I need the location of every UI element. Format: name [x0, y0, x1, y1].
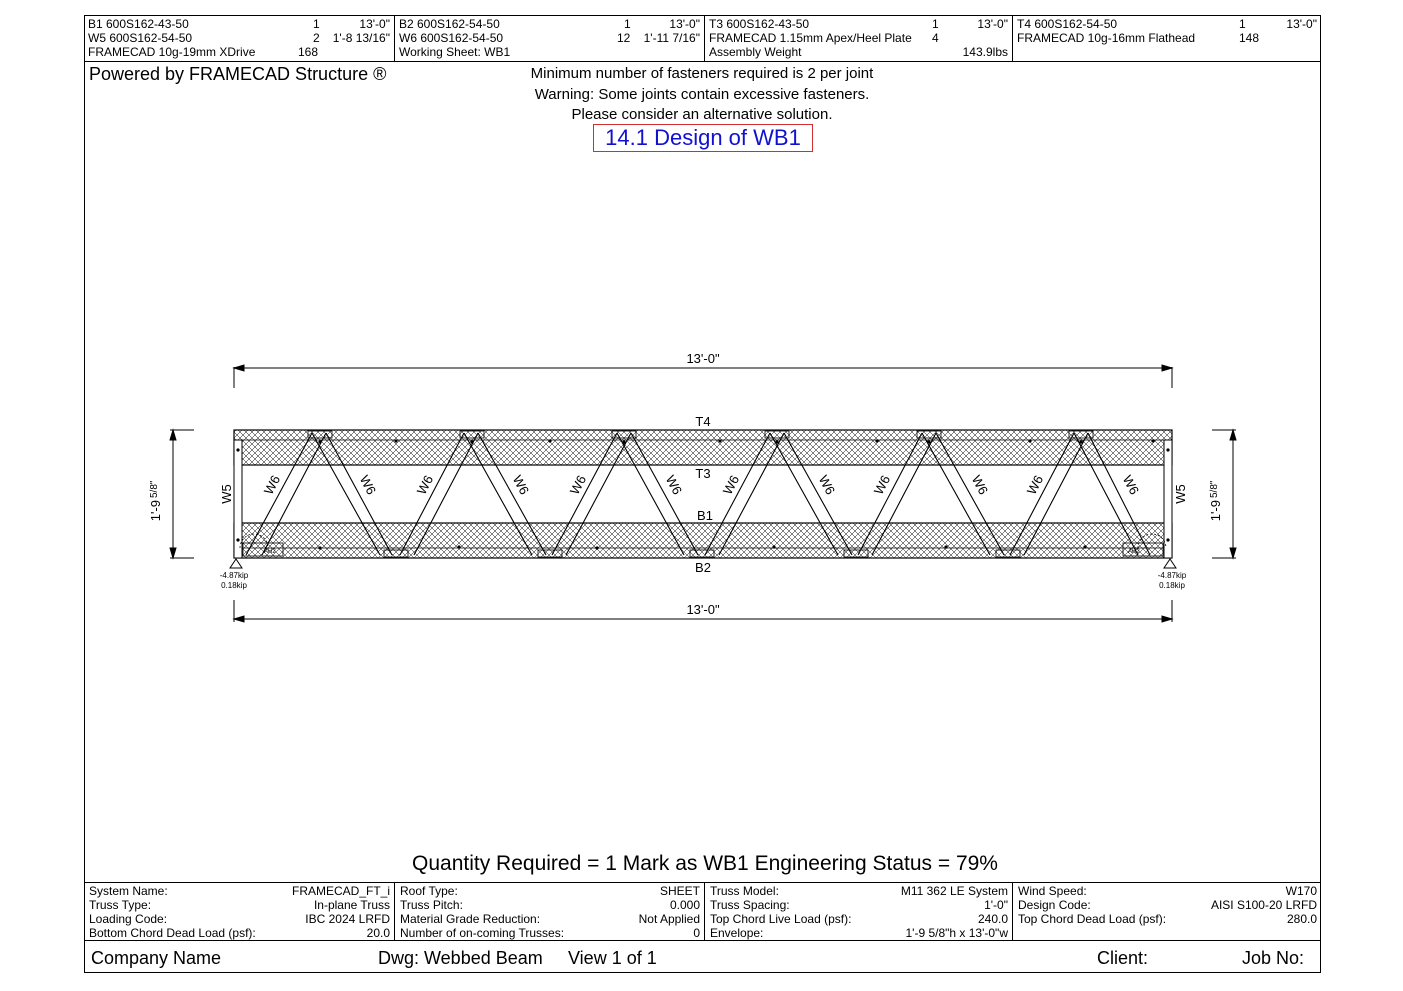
- bom-qty: 148: [1239, 31, 1260, 45]
- label-bottom-chord: B2: [695, 560, 711, 575]
- job-number-label: Job No:: [1242, 948, 1305, 968]
- param-key: Top Chord Live Load (psf):: [710, 912, 852, 926]
- param-row: [89, 912, 390, 926]
- param-row: [1018, 912, 1317, 926]
- design-parameters-table: [84, 882, 1321, 941]
- param-value: 20.0: [366, 926, 390, 940]
- warning-line-2: Warning: Some joints contain excessive fasteners.: [534, 86, 870, 103]
- label-web: W6: [662, 472, 686, 498]
- heel-plate-label-right: AH2: [1128, 549, 1140, 555]
- label-end-web-left: W5: [219, 484, 234, 504]
- bom-item: T4 600S162-54-50: [1017, 17, 1118, 31]
- param-key: Truss Type:: [89, 898, 152, 912]
- bom-length: 13'-0": [669, 17, 700, 31]
- label-web: W6: [260, 472, 284, 498]
- top-span-label: 13'-0": [686, 351, 720, 366]
- param-value: Not Applied: [638, 912, 700, 926]
- warning-line-1: Minimum number of fasteners required is 2 per joint: [530, 65, 874, 82]
- param-key: Material Grade Reduction:: [400, 912, 541, 926]
- param-key: Truss Pitch:: [400, 898, 463, 912]
- param-value: 1'-9 5/8"h x 13'-0"w: [905, 926, 1008, 940]
- bom-item: W6 600S162-54-50: [399, 31, 504, 45]
- param-key: Wind Speed:: [1018, 884, 1087, 898]
- param-key: Roof Type:: [400, 884, 458, 898]
- param-row: [400, 926, 700, 940]
- label-web: W6: [509, 472, 533, 498]
- powered-by-label: Powered by FRAMECAD Structure ®: [89, 64, 387, 84]
- params-column-3: [704, 883, 1012, 941]
- label-web: W6: [815, 472, 839, 498]
- height-dimension-left: [170, 430, 194, 558]
- param-key: Top Chord Dead Load (psf):: [1018, 912, 1167, 926]
- param-row: [400, 884, 700, 898]
- param-value: AISI S100-20 LRFD: [1210, 898, 1317, 912]
- height-fraction: 5/8": [1209, 480, 1220, 498]
- param-row: [89, 898, 390, 912]
- label-end-web-right: W5: [1173, 484, 1188, 504]
- param-key: Number of on-coming Trusses:: [400, 926, 565, 940]
- param-value: IBC 2024 LRFD: [305, 912, 390, 926]
- drawing-name: Dwg: Webbed Beam: [378, 948, 543, 968]
- param-row: [1018, 884, 1317, 898]
- reaction-right-1: -4.87kip: [1157, 571, 1187, 580]
- param-row: [710, 898, 1008, 912]
- param-value: M11 362 LE System: [900, 884, 1008, 898]
- param-row: [400, 898, 700, 912]
- param-row: [710, 926, 1008, 940]
- top-chord: [234, 430, 1172, 465]
- bom-length: 1'-8 13/16": [332, 31, 390, 45]
- view-indicator: View 1 of 1: [568, 948, 657, 968]
- label-web: W6: [356, 472, 380, 498]
- bom-qty: 1: [624, 17, 631, 31]
- param-value: 0: [693, 926, 700, 940]
- bom-item: W5 600S162-54-50: [88, 31, 193, 45]
- bom-item: FRAMECAD 10g-16mm Flathead: [1017, 31, 1196, 45]
- height-fraction: 5/8": [149, 480, 160, 498]
- reaction-left-1: -4.87kip: [219, 571, 249, 580]
- param-key: Bottom Chord Dead Load (psf):: [89, 926, 256, 940]
- params-column-1: [84, 883, 394, 941]
- label-web: W6: [870, 472, 894, 498]
- reaction-right-2: 0.18kip: [1159, 581, 1185, 590]
- reaction-left-2: 0.18kip: [221, 581, 247, 590]
- bom-item: FRAMECAD 1.15mm Apex/Heel Plate: [709, 31, 912, 45]
- param-key: Loading Code:: [89, 912, 168, 926]
- param-key: System Name:: [89, 884, 168, 898]
- param-row: [710, 912, 1008, 926]
- bom-qty: 1: [1239, 17, 1246, 31]
- design-title: 14.1 Design of WB1: [593, 124, 813, 152]
- assembly-weight: 143.9lbs: [962, 45, 1008, 59]
- bottom-span-label: 13'-0": [686, 602, 720, 617]
- label-inner-top-chord: T3: [695, 466, 711, 481]
- bom-length: 13'-0": [977, 17, 1008, 31]
- bom-length: 13'-0": [359, 17, 390, 31]
- param-row: [89, 884, 390, 898]
- company-name: Company Name: [91, 948, 222, 968]
- bom-qty: 1: [313, 17, 320, 31]
- heel-plate-label-left: AH2: [264, 549, 276, 555]
- bom-qty: 4: [932, 31, 939, 45]
- bom-qty: 168: [298, 45, 319, 59]
- param-row: [400, 912, 700, 926]
- client-label: Client:: [1097, 948, 1149, 968]
- support-left: [230, 559, 242, 568]
- param-key: Envelope:: [710, 926, 764, 940]
- param-value: In-plane Truss: [313, 898, 390, 912]
- bom-qty: 12: [617, 31, 631, 45]
- bom-length: 1'-11 7/16": [643, 31, 700, 45]
- bom-item: FRAMECAD 10g-19mm XDrive: [88, 45, 256, 59]
- param-value: W170: [1285, 884, 1317, 898]
- top-span-dimension: [234, 365, 1172, 388]
- height-value: 1'-9: [1208, 500, 1223, 522]
- quantity-status-line: Quantity Required = 1 Mark as WB1 Engineering Status = 79%: [412, 852, 998, 875]
- label-top-chord: T4: [695, 414, 711, 429]
- params-column-4: [1012, 883, 1321, 941]
- param-key: Truss Spacing:: [710, 898, 790, 912]
- label-web: W6: [1023, 472, 1047, 498]
- bom-qty: 2: [313, 31, 320, 45]
- param-row: [89, 926, 390, 940]
- bom-length: 13'-0": [1286, 17, 1317, 31]
- bom-qty: 1: [932, 17, 939, 31]
- bom-item: B2 600S162-54-50: [399, 17, 500, 31]
- params-column-2: [394, 883, 704, 941]
- warning-line-3: Please consider an alternative solution.: [571, 106, 833, 123]
- param-value: 0.000: [669, 898, 700, 912]
- height-label-right: [1208, 480, 1223, 521]
- param-key: Truss Model:: [710, 884, 779, 898]
- param-value: 240.0: [977, 912, 1008, 926]
- bom-item: Assembly Weight: [709, 45, 802, 59]
- bom-item: B1 600S162-43-50: [88, 17, 189, 31]
- param-value: 1'-0": [984, 898, 1008, 912]
- height-label-left: [148, 480, 163, 521]
- label-web: W6: [566, 472, 590, 498]
- param-value: 280.0: [1286, 912, 1317, 926]
- param-row: [1018, 898, 1317, 912]
- param-value: FRAMECAD_FT_i: [291, 884, 390, 898]
- working-sheet-label: Working Sheet: WB1: [399, 45, 511, 59]
- label-web: W6: [1119, 472, 1143, 498]
- param-row: [710, 884, 1008, 898]
- param-value: SHEET: [659, 884, 700, 898]
- label-web: W6: [413, 472, 437, 498]
- label-inner-bottom-chord: B1: [697, 508, 713, 523]
- bom-item: T3 600S162-43-50: [709, 17, 810, 31]
- label-web: W6: [968, 472, 992, 498]
- height-value: 1'-9: [148, 500, 163, 522]
- support-right: [1164, 559, 1176, 568]
- label-web: W6: [719, 472, 743, 498]
- param-key: Design Code:: [1018, 898, 1091, 912]
